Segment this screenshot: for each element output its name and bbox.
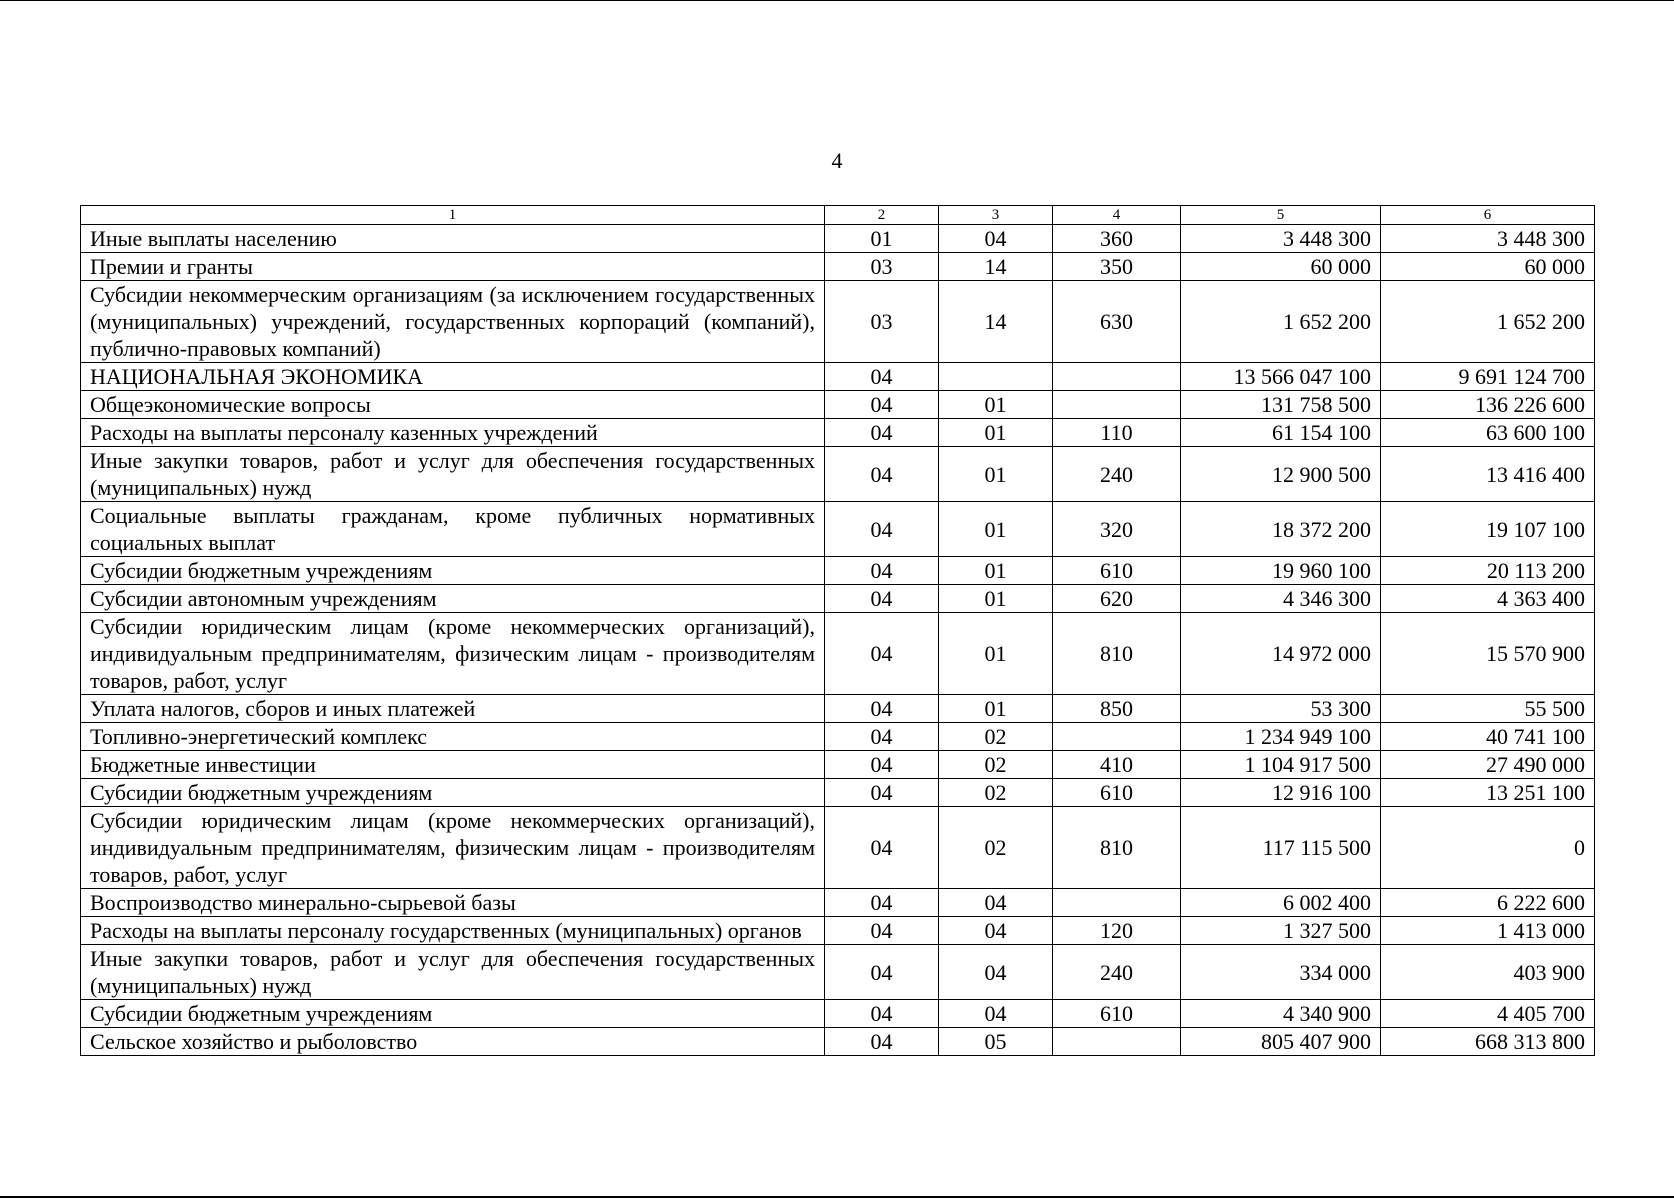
section-code-cell: 04 [825, 391, 939, 419]
amount-col6-cell: 1 652 200 [1381, 281, 1595, 363]
amount-col6-cell: 19 107 100 [1381, 502, 1595, 557]
table-row [81, 502, 1595, 557]
section-code-cell: 04 [825, 1000, 939, 1028]
amount-col5-cell: 3 448 300 [1181, 225, 1381, 253]
top-edge-rule [0, 0, 1674, 1]
section-code-cell: 04 [825, 613, 939, 695]
row-name-cell: Субсидии бюджетным учреждениям [81, 1000, 825, 1028]
amount-col5-cell: 4 340 900 [1181, 1000, 1381, 1028]
expense-type-code-cell: 350 [1053, 253, 1181, 281]
subsection-code-cell: 04 [939, 945, 1053, 1000]
amount-col6-cell: 55 500 [1381, 695, 1595, 723]
table-row [81, 779, 1595, 807]
amount-col6-cell: 4 363 400 [1381, 585, 1595, 613]
expense-type-code-cell [1053, 1028, 1181, 1056]
column-number: 2 [825, 206, 939, 225]
table-row [81, 751, 1595, 779]
amount-col5-cell: 805 407 900 [1181, 1028, 1381, 1056]
amount-col5-cell: 6 002 400 [1181, 889, 1381, 917]
column-number: 5 [1181, 206, 1381, 225]
row-name-cell: Иные закупки товаров, работ и услуг для обеспечения государственных (муниципальных) нужд [81, 447, 825, 502]
section-code-cell: 04 [825, 502, 939, 557]
column-number: 1 [81, 206, 825, 225]
section-code-cell: 04 [825, 695, 939, 723]
table-row [81, 723, 1595, 751]
row-name-cell: Социальные выплаты гражданам, кроме публичных нормативных социальных выплат [81, 502, 825, 557]
subsection-code-cell: 01 [939, 419, 1053, 447]
table-row [81, 1000, 1595, 1028]
subsection-code-cell: 05 [939, 1028, 1053, 1056]
table-row [81, 695, 1595, 723]
row-name-cell: Топливно-энергетический комплекс [81, 723, 825, 751]
table-row [81, 225, 1595, 253]
table-row [81, 557, 1595, 585]
row-name-cell: Субсидии бюджетным учреждениям [81, 557, 825, 585]
page-number: 4 [831, 148, 843, 173]
section-code-cell: 01 [825, 225, 939, 253]
bottom-edge-rule [0, 1196, 1674, 1198]
section-code-cell: 04 [825, 751, 939, 779]
section-code-cell: 04 [825, 779, 939, 807]
amount-col5-cell: 12 900 500 [1181, 447, 1381, 502]
section-code-cell: 04 [825, 945, 939, 1000]
amount-col6-cell: 40 741 100 [1381, 723, 1595, 751]
row-name-cell: Расходы на выплаты персоналу государственных (муниципальных) органов [81, 917, 825, 945]
amount-col5-cell: 1 234 949 100 [1181, 723, 1381, 751]
amount-col6-cell: 403 900 [1381, 945, 1595, 1000]
amount-col6-cell: 13 416 400 [1381, 447, 1595, 502]
amount-col6-cell: 668 313 800 [1381, 1028, 1595, 1056]
table-row [81, 447, 1595, 502]
subsection-code-cell: 04 [939, 1000, 1053, 1028]
row-name-cell: Бюджетные инвестиции [81, 751, 825, 779]
expense-type-code-cell: 610 [1053, 1000, 1181, 1028]
amount-col6-cell: 13 251 100 [1381, 779, 1595, 807]
amount-col6-cell: 63 600 100 [1381, 419, 1595, 447]
table-row [81, 889, 1595, 917]
table-body [81, 206, 1595, 1056]
amount-col5-cell: 13 566 047 100 [1181, 363, 1381, 391]
expense-type-code-cell [1053, 889, 1181, 917]
row-name-cell: Иные закупки товаров, работ и услуг для обеспечения государственных (муниципальных) нужд [81, 945, 825, 1000]
section-code-cell: 04 [825, 363, 939, 391]
subsection-code-cell: 01 [939, 585, 1053, 613]
table-row [81, 613, 1595, 695]
amount-col6-cell: 3 448 300 [1381, 225, 1595, 253]
amount-col5-cell: 131 758 500 [1181, 391, 1381, 419]
section-code-cell: 04 [825, 419, 939, 447]
column-number-row [81, 206, 1595, 225]
amount-col5-cell: 14 972 000 [1181, 613, 1381, 695]
subsection-code-cell: 14 [939, 253, 1053, 281]
amount-col6-cell: 136 226 600 [1381, 391, 1595, 419]
expense-type-code-cell: 620 [1053, 585, 1181, 613]
amount-col5-cell: 60 000 [1181, 253, 1381, 281]
amount-col5-cell: 61 154 100 [1181, 419, 1381, 447]
subsection-code-cell: 01 [939, 695, 1053, 723]
expense-type-code-cell [1053, 363, 1181, 391]
expense-type-code-cell: 240 [1053, 447, 1181, 502]
subsection-code-cell: 02 [939, 751, 1053, 779]
row-name-cell: Субсидии некоммерческим организациям (за исключением государственных (муниципальных) учреждений, государственных корпораций (компаний), публично-правовых компаний) [81, 281, 825, 363]
amount-col5-cell: 19 960 100 [1181, 557, 1381, 585]
amount-col5-cell: 1 327 500 [1181, 917, 1381, 945]
table-row [81, 807, 1595, 889]
amount-col6-cell: 1 413 000 [1381, 917, 1595, 945]
expense-type-code-cell: 610 [1053, 779, 1181, 807]
expense-type-code-cell: 320 [1053, 502, 1181, 557]
row-name-cell: Премии и гранты [81, 253, 825, 281]
expense-type-code-cell: 240 [1053, 945, 1181, 1000]
amount-col5-cell: 4 346 300 [1181, 585, 1381, 613]
section-code-cell: 04 [825, 1028, 939, 1056]
subsection-code-cell: 01 [939, 613, 1053, 695]
subsection-code-cell: 01 [939, 557, 1053, 585]
expense-type-code-cell: 110 [1053, 419, 1181, 447]
table-row [81, 281, 1595, 363]
expense-type-code-cell: 610 [1053, 557, 1181, 585]
amount-col6-cell: 6 222 600 [1381, 889, 1595, 917]
amount-col6-cell: 20 113 200 [1381, 557, 1595, 585]
amount-col6-cell: 27 490 000 [1381, 751, 1595, 779]
section-code-cell: 04 [825, 585, 939, 613]
amount-col5-cell: 334 000 [1181, 945, 1381, 1000]
section-code-cell: 04 [825, 447, 939, 502]
section-code-cell: 04 [825, 723, 939, 751]
expense-type-code-cell: 360 [1053, 225, 1181, 253]
table-row [81, 419, 1595, 447]
section-code-cell: 04 [825, 557, 939, 585]
subsection-code-cell: 04 [939, 889, 1053, 917]
row-name-cell: Общеэкономические вопросы [81, 391, 825, 419]
subsection-code-cell: 01 [939, 447, 1053, 502]
amount-col5-cell: 1 104 917 500 [1181, 751, 1381, 779]
table-row [81, 253, 1595, 281]
row-name-cell: Иные выплаты населению [81, 225, 825, 253]
budget-table [80, 205, 1595, 1056]
amount-col5-cell: 53 300 [1181, 695, 1381, 723]
section-code-cell: 04 [825, 917, 939, 945]
subsection-code-cell: 02 [939, 807, 1053, 889]
column-number: 4 [1053, 206, 1181, 225]
column-number: 3 [939, 206, 1053, 225]
subsection-code-cell: 04 [939, 225, 1053, 253]
row-name-cell: Субсидии бюджетным учреждениям [81, 779, 825, 807]
subsection-code-cell [939, 363, 1053, 391]
row-name-cell: Субсидии юридическим лицам (кроме некоммерческих организаций), индивидуальным предпринимателям, физическим лицам - производителям товаров, работ, услуг [81, 807, 825, 889]
amount-col6-cell: 4 405 700 [1381, 1000, 1595, 1028]
expense-type-code-cell: 410 [1053, 751, 1181, 779]
subsection-code-cell: 02 [939, 723, 1053, 751]
amount-col5-cell: 1 652 200 [1181, 281, 1381, 363]
section-code-cell: 03 [825, 281, 939, 363]
row-name-cell: Субсидии юридическим лицам (кроме некоммерческих организаций), индивидуальным предпринимателям, физическим лицам - производителям товаров, работ, услуг [81, 613, 825, 695]
expense-type-code-cell: 120 [1053, 917, 1181, 945]
amount-col5-cell: 12 916 100 [1181, 779, 1381, 807]
amount-col5-cell: 117 115 500 [1181, 807, 1381, 889]
table-row [81, 945, 1595, 1000]
expense-type-code-cell: 630 [1053, 281, 1181, 363]
table-row [81, 363, 1595, 391]
table-row [81, 391, 1595, 419]
amount-col6-cell: 9 691 124 700 [1381, 363, 1595, 391]
amount-col6-cell: 15 570 900 [1381, 613, 1595, 695]
section-code-cell: 04 [825, 807, 939, 889]
subsection-code-cell: 04 [939, 917, 1053, 945]
amount-col5-cell: 18 372 200 [1181, 502, 1381, 557]
expense-type-code-cell: 810 [1053, 613, 1181, 695]
table-row [81, 1028, 1595, 1056]
subsection-code-cell: 01 [939, 391, 1053, 419]
row-name-cell: Расходы на выплаты персоналу казенных учреждений [81, 419, 825, 447]
table-row [81, 585, 1595, 613]
subsection-code-cell: 01 [939, 502, 1053, 557]
section-code-cell: 03 [825, 253, 939, 281]
subsection-code-cell: 02 [939, 779, 1053, 807]
row-name-cell: Воспроизводство минерально-сырьевой базы [81, 889, 825, 917]
expense-type-code-cell [1053, 723, 1181, 751]
expense-type-code-cell: 850 [1053, 695, 1181, 723]
row-name-cell: Субсидии автономным учреждениям [81, 585, 825, 613]
expense-type-code-cell: 810 [1053, 807, 1181, 889]
expense-type-code-cell [1053, 391, 1181, 419]
section-code-cell: 04 [825, 889, 939, 917]
amount-col6-cell: 60 000 [1381, 253, 1595, 281]
row-name-cell: НАЦИОНАЛЬНАЯ ЭКОНОМИКА [81, 363, 825, 391]
row-name-cell: Уплата налогов, сборов и иных платежей [81, 695, 825, 723]
subsection-code-cell: 14 [939, 281, 1053, 363]
amount-col6-cell: 0 [1381, 807, 1595, 889]
row-name-cell: Сельское хозяйство и рыболовство [81, 1028, 825, 1056]
table-row [81, 917, 1595, 945]
column-number: 6 [1381, 206, 1595, 225]
